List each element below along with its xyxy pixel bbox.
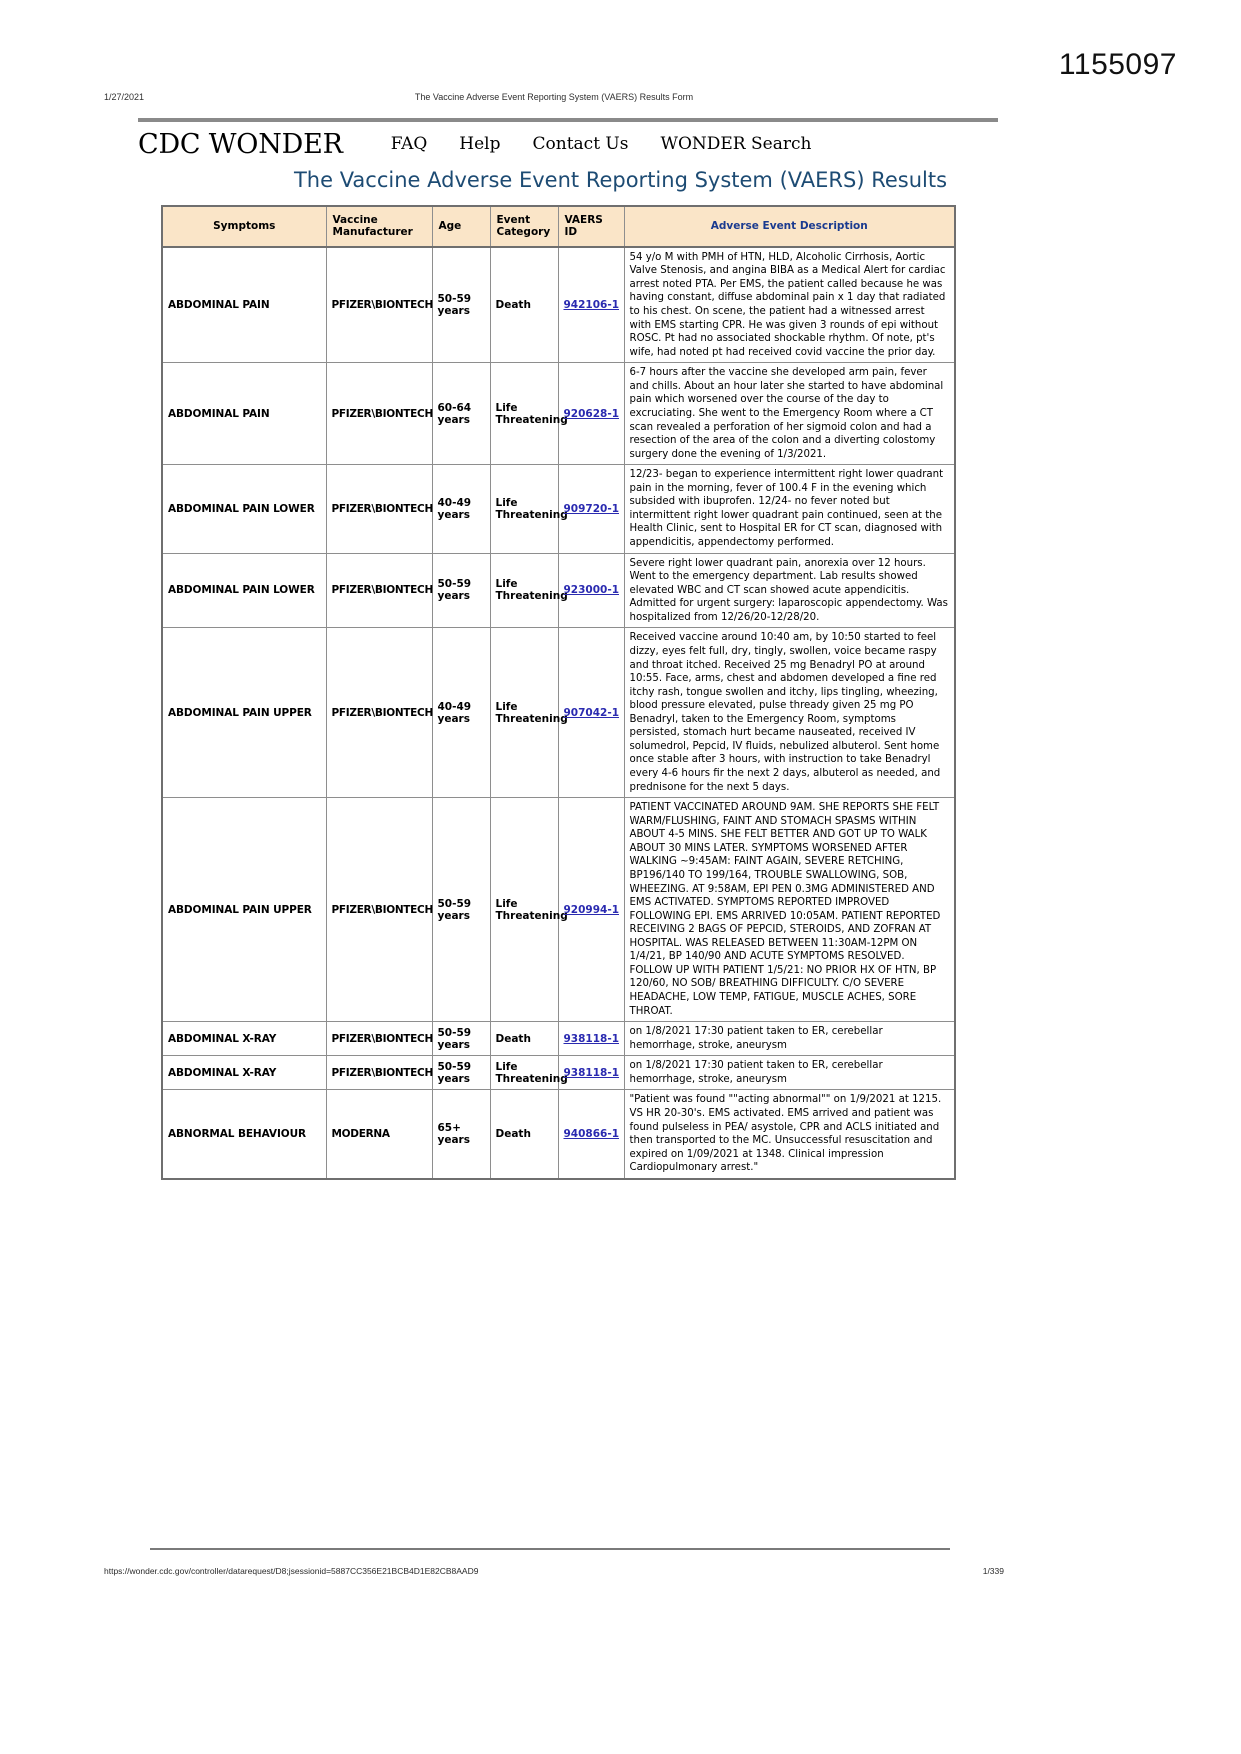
cell-event-category: Death — [490, 1022, 558, 1056]
cell-symptoms: ABNORMAL BEHAVIOUR — [162, 1090, 326, 1179]
column-header-symptoms: Symptoms — [162, 206, 326, 247]
cell-event-category: Life Threatening — [490, 798, 558, 1022]
cell-symptoms: ABDOMINAL PAIN UPPER — [162, 798, 326, 1022]
cell-manufacturer: PFIZER\BIONTECH — [326, 553, 432, 628]
vaers-id-link[interactable]: 940866-1 — [563, 1128, 619, 1141]
column-header-manufacturer: Vaccine Manufacturer — [326, 206, 432, 247]
cell-adverse-event-description: on 1/8/2021 17:30 patient taken to ER, cerebellar hemorrhage, stroke, aneurysm — [624, 1022, 955, 1056]
nav-link-wonder-search[interactable]: WONDER Search — [660, 134, 812, 154]
cell-adverse-event-description: PATIENT VACCINATED AROUND 9AM. SHE REPORTS SHE FELT WARM/FLUSHING, FAINT AND STOMACH SPASMS WITHIN ABOUT 4-5 MINS. SHE FELT BETTER AND GOT UP TO WALK ABOUT 30 MINS LATER. SYMPTOMS WORSENED AFTER WALKING ~9:45AM: FAINT AGAIN, SEVERE RETCHING, BP196/140 TO 199/164, TROUBLE SWALLOWING, SOB, WHEEZING. AT 9:58AM, EPI PEN 0.3MG ADMINISTERED AND EMS ACTIVATED. SYMPTOMS REPORTED IMPROVED FOLLOWING EPI. EMS ARRIVED 10:05AM. PATIENT REPORTED RECEIVING 2 BAGS OF PEPCID, STEROIDS, AND ZOFRAN AT HOSPITAL. WAS RELEASED BETWEEN 11:30AM-12PM ON 1/4/21, BP 140/90 AND ACUTE SYMPTOMS RESOLVED. FOLLOW UP WITH PATIENT 1/5/21: NO PRIOR HX OF HTN, BP 120/60, NO SOB/ BREATHING DIFFICULTY. C/O SEVERE HEADACHE, LOW TEMP, FATIGUE, MUSCLE ACHES, SORE THROAT. — [624, 798, 955, 1022]
vaers-id-link[interactable]: 909720-1 — [563, 502, 619, 515]
table-row — [162, 798, 955, 1022]
cell-symptoms: ABDOMINAL X-RAY — [162, 1022, 326, 1056]
cell-symptoms: ABDOMINAL PAIN UPPER — [162, 628, 326, 798]
print-header-date: 1/27/2021 — [104, 92, 145, 102]
nav-link-faq[interactable]: FAQ — [390, 134, 428, 154]
nav-link-help[interactable]: Help — [459, 134, 501, 154]
table-row — [162, 465, 955, 553]
cell-age: 50-59 years — [432, 553, 490, 628]
cell-event-category: Life Threatening — [490, 465, 558, 553]
vaers-id-link[interactable]: 920628-1 — [563, 407, 619, 420]
cell-adverse-event-description: on 1/8/2021 17:30 patient taken to ER, cerebellar hemorrhage, stroke, aneurysm — [624, 1056, 955, 1090]
cell-symptoms: ABDOMINAL PAIN — [162, 247, 326, 363]
cell-vaers-id[interactable] — [558, 798, 624, 1022]
cell-vaers-id[interactable] — [558, 628, 624, 798]
cell-event-category: Life Threatening — [490, 553, 558, 628]
footer-page-number: 1/339 — [982, 1566, 1004, 1576]
column-header-vaers-id: VAERS ID — [558, 206, 624, 247]
vaers-results-table-wrapper — [161, 205, 954, 1180]
cell-age: 40-49 years — [432, 465, 490, 553]
cell-manufacturer: PFIZER\BIONTECH — [326, 363, 432, 465]
table-body — [162, 247, 955, 1179]
cell-age: 50-59 years — [432, 798, 490, 1022]
cell-symptoms: ABDOMINAL PAIN LOWER — [162, 465, 326, 553]
nav-divider — [138, 118, 998, 122]
table-row — [162, 1056, 955, 1090]
vaers-id-link[interactable]: 938118-1 — [563, 1032, 619, 1045]
cell-adverse-event-description: "Patient was found ""acting abnormal"" on 1/9/2021 at 1215. VS HR 20-30's. EMS activated. EMS arrived and patient was found pulseless in PEA/ asystole, CPR and ACLS initiated and then transported to the MC. Unsuccessful resuscitation and expired on 1/09/2021 at 1348. Clinical impression Cardiopulmonary arrest." — [624, 1090, 955, 1179]
cell-event-category: Life Threatening — [490, 1056, 558, 1090]
cell-age: 50-59 years — [432, 1022, 490, 1056]
column-header-age: Age — [432, 206, 490, 247]
cell-age: 60-64 years — [432, 363, 490, 465]
cell-age: 40-49 years — [432, 628, 490, 798]
cell-adverse-event-description: 12/23- began to experience intermittent right lower quadrant pain in the morning, fever of 100.4 F in the evening which subsided with ibuprofen. 12/24- no fever noted but intermittent right lower quadrant pain continued, seen at the Health Clinic, sent to Hospital ER for CT scan, diagnosed with appendicitis, appendectomy performed. — [624, 465, 955, 553]
cell-event-category: Death — [490, 247, 558, 363]
document-stamp-number: 1155097 — [1058, 48, 1177, 81]
cell-vaers-id[interactable] — [558, 363, 624, 465]
table-row — [162, 1022, 955, 1056]
cell-adverse-event-description: Severe right lower quadrant pain, anorexia over 12 hours. Went to the emergency department. Lab results showed elevated WBC and CT scan showed acute appendicitis. Admitted for urgent surgery: laparoscopic appendectomy. Was hospitalized from 12/26/20-12/28/20. — [624, 553, 955, 628]
cell-manufacturer: PFIZER\BIONTECH — [326, 247, 432, 363]
table-row — [162, 247, 955, 363]
cell-vaers-id[interactable] — [558, 247, 624, 363]
cell-symptoms: ABDOMINAL PAIN — [162, 363, 326, 465]
cell-manufacturer: PFIZER\BIONTECH — [326, 1022, 432, 1056]
table-row — [162, 628, 955, 798]
cell-event-category: Life Threatening — [490, 363, 558, 465]
cell-manufacturer: PFIZER\BIONTECH — [326, 798, 432, 1022]
cell-vaers-id[interactable] — [558, 1022, 624, 1056]
vaers-id-link[interactable]: 920994-1 — [563, 903, 619, 916]
cell-manufacturer: PFIZER\BIONTECH — [326, 1056, 432, 1090]
cell-event-category: Death — [490, 1090, 558, 1179]
vaers-results-table — [161, 205, 956, 1180]
cell-age: 50-59 years — [432, 1056, 490, 1090]
cell-age: 50-59 years — [432, 247, 490, 363]
cdc-wonder-logo: CDC WONDER — [138, 128, 343, 160]
cell-vaers-id[interactable] — [558, 1056, 624, 1090]
cell-symptoms: ABDOMINAL PAIN LOWER — [162, 553, 326, 628]
cell-manufacturer: MODERNA — [326, 1090, 432, 1179]
page-title: The Vaccine Adverse Event Reporting System (VAERS) Results — [293, 168, 948, 192]
vaers-id-link[interactable]: 942106-1 — [563, 299, 619, 311]
table-header-row — [162, 206, 955, 247]
table-row — [162, 363, 955, 465]
cell-manufacturer: PFIZER\BIONTECH — [326, 465, 432, 553]
cell-adverse-event-description: 6-7 hours after the vaccine she developed arm pain, fever and chills. About an hour later she started to have abdominal pain which worsened over the course of the day to excruciating. She went to the Emergency Room where a CT scan revealed a perforation of her sigmoid colon and had a resection of the area of the colon and a diverting colostomy surgery done the evening of 1/3/2021. — [624, 363, 955, 465]
vaers-id-link[interactable]: 938118-1 — [563, 1066, 619, 1079]
cell-vaers-id[interactable] — [558, 553, 624, 628]
cell-manufacturer: PFIZER\BIONTECH — [326, 628, 432, 798]
print-header-title: The Vaccine Adverse Event Reporting System (VAERS) Results Form — [414, 92, 694, 102]
table-header — [162, 206, 955, 247]
column-header-event-category: Event Category — [490, 206, 558, 247]
nav-link-contact-us[interactable]: Contact Us — [532, 134, 629, 154]
cell-vaers-id[interactable] — [558, 1090, 624, 1179]
print-footer — [104, 1566, 1004, 1580]
table-row — [162, 553, 955, 628]
footer-url: https://wonder.cdc.gov/controller/datarequest/D8;jsessionid=5887CC356E21BCB4D1E82CB8AAD9 — [104, 1566, 479, 1576]
cell-event-category: Life Threatening — [490, 628, 558, 798]
table-row — [162, 1090, 955, 1179]
column-header-description: Adverse Event Description — [624, 206, 955, 247]
footer-divider — [150, 1548, 950, 1550]
print-header — [104, 92, 1004, 106]
cell-adverse-event-description: Received vaccine around 10:40 am, by 10:50 started to feel dizzy, eyes felt full, dry, tingly, swollen, voice became raspy and throat itched. Received 25 mg Benadryl PO at around 10:55. Face, arms, chest and abdomen developed a fine red itchy rash, tongue swollen and itchy, lips tingling, wheezing, blood pressure elevated, pulse thready given 25 mg PO Benadryl, taken to the Emergency Room, symptoms persisted, stomach hurt became nauseated, received IV solumedrol, Pepcid, IV fluids, nebulized albuterol. Sent home once stable after 3 hours, with instruction to take Benadryl every 4-6 hours fir the next 2 days, albuterol as needed, and prednisone for the next 5 days. — [624, 628, 955, 798]
cell-vaers-id[interactable] — [558, 465, 624, 553]
cdc-wonder-navbar — [138, 124, 998, 164]
cell-symptoms: ABDOMINAL X-RAY — [162, 1056, 326, 1090]
vaers-id-link[interactable]: 907042-1 — [563, 706, 619, 719]
vaers-id-link[interactable]: 923000-1 — [563, 584, 619, 597]
cell-adverse-event-description: 54 y/o M with PMH of HTN, HLD, Alcoholic Cirrhosis, Aortic Valve Stenosis, and angina BIBA as a Medical Alert for cardiac arrest noted PTA. Per EMS, the patient called because he was having constant, diffuse abdominal pain x 1 day that radiated to his chest. On scene, the patient had a witnessed arrest with EMS starting CPR. He was given 3 rounds of epi without ROSC. Pt had no associated shockable rhythm. Of note, pt's wife, had noted pt had received covid vaccine the prior day. — [624, 247, 955, 363]
cell-age: 65+ years — [432, 1090, 490, 1179]
